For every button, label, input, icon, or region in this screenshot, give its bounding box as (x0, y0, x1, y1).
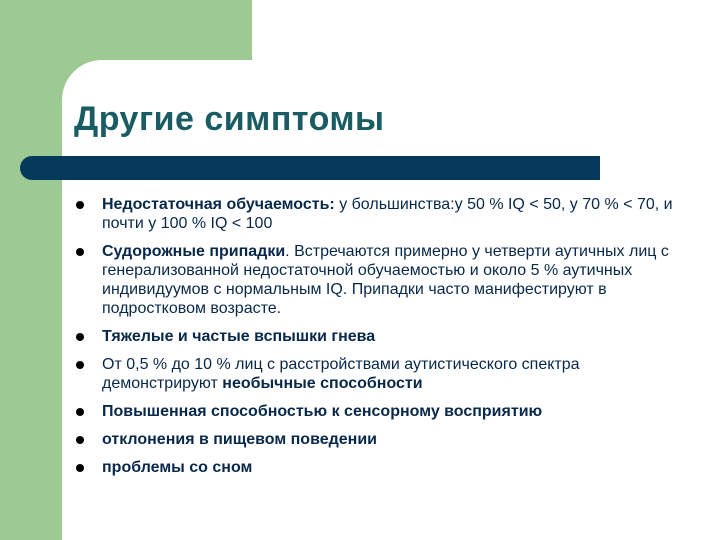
bullet-dot-icon (76, 333, 84, 341)
bullet-text: . Встречаются примерно у четверти аутичных лиц с генерализованной недостаточной обучаемостью и около 5 % аутичных индивидуумов с нормальным IQ. Припадки часто манифестируют в подростковом возрасте. (102, 243, 669, 317)
bullet-list (74, 195, 674, 486)
title-underline-bar (20, 156, 600, 180)
bullet-text: От 0,5 % до 10 % лиц с расстройствами аутистического спектра демонстрируют (102, 356, 580, 392)
bullet-item-abilities (74, 355, 674, 393)
bullet-bold-text: Повышенная способностью к сенсорному восприятию (102, 403, 543, 420)
slide-title: Другие симптомы (74, 100, 385, 138)
bullet-bold-text: Недостаточная обучаемость: (102, 196, 335, 213)
bullet-item-sensory (74, 402, 674, 421)
bullet-bold-text: Судорожные припадки (102, 243, 286, 260)
bullet-item-seizures (74, 242, 674, 318)
bullet-dot-icon (76, 408, 84, 416)
bullet-dot-icon (76, 436, 84, 444)
bullet-dot-icon (76, 464, 84, 472)
bullet-dot-icon (76, 248, 84, 256)
bullet-bold-text: Тяжелые и частые вспышки гнева (102, 328, 376, 345)
green-side-strip (0, 0, 62, 540)
bullet-dot-icon (76, 361, 84, 369)
bullet-bold-text: необычные способности (222, 375, 423, 392)
bullet-bold-text: проблемы со сном (102, 459, 253, 476)
bullet-dot-icon (76, 201, 84, 209)
bullet-item-eating (74, 430, 674, 449)
bullet-text: у большинства:у 50 % IQ < 50, у 70 % < 70, и почти у 100 % IQ < 100 (102, 196, 673, 232)
bullet-bold-text: отклонения в пищевом поведении (102, 431, 377, 448)
bullet-item-learning (74, 195, 674, 233)
bullet-item-sleep (74, 458, 674, 477)
bullet-item-anger (74, 327, 674, 346)
